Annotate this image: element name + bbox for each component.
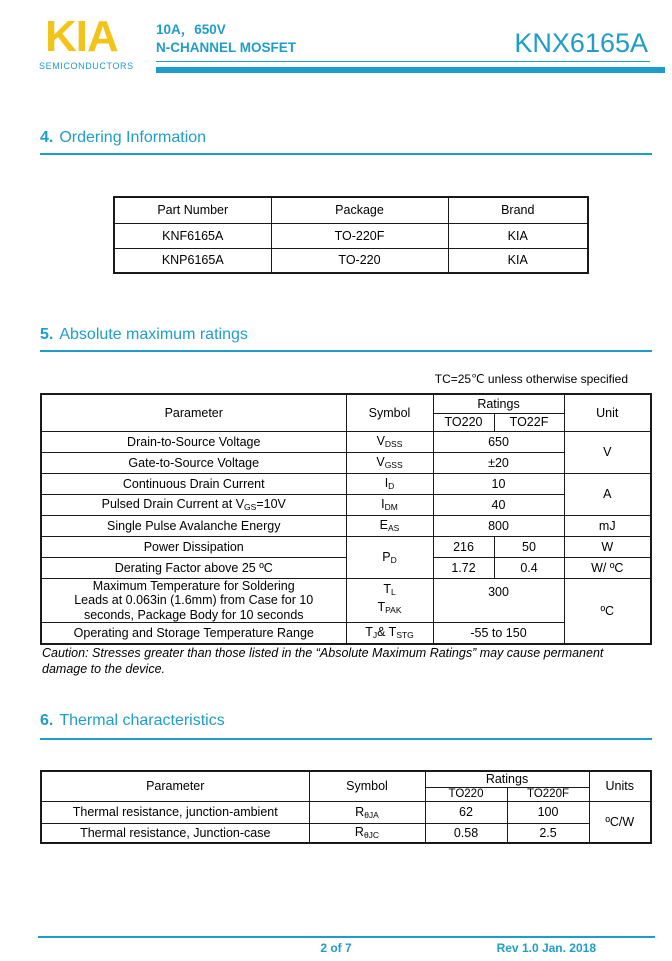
symbol-cell xyxy=(346,494,433,515)
param-cell: Thermal resistance, Junction-case xyxy=(41,823,309,843)
param-cell: Single Pulse Avalanche Energy xyxy=(41,515,346,536)
caution-line: Caution: Stresses greater than those listed in the “Absolute Maximum Ratings” may cause permanent xyxy=(42,646,604,660)
table-row-pd xyxy=(41,536,651,557)
symbol-main: V xyxy=(376,434,385,448)
header-cell-ratings: Ratings xyxy=(425,771,589,787)
test-condition-note: TC=25℃ unless otherwise specified xyxy=(434,372,628,386)
symbol-subscript: PAK xyxy=(385,605,402,616)
package-cell: TO-220F xyxy=(271,223,448,248)
ordering-header-row xyxy=(114,197,588,223)
section-4-title xyxy=(40,129,206,147)
rating-cell-to220: 1.72 xyxy=(433,557,494,578)
rating-cell: 300 xyxy=(433,578,564,623)
symbol-subscript: AS xyxy=(388,523,400,533)
header-rule-thick xyxy=(156,67,665,73)
symbol-cell xyxy=(346,578,433,623)
param-cell: Continuous Drain Current xyxy=(41,473,346,494)
table-row-id xyxy=(41,473,651,494)
symbol-cell xyxy=(309,801,425,823)
symbol-main: R xyxy=(354,825,364,840)
symbol-main: P xyxy=(382,549,391,564)
section-6-title xyxy=(40,712,225,730)
param-cell: Gate-to-Source Voltage xyxy=(41,452,346,473)
param-line: Maximum Temperature for Soldering xyxy=(92,578,295,593)
part-number-title: KNX6165A xyxy=(514,28,648,58)
symbol-main: E xyxy=(379,518,388,532)
symbol-main: I xyxy=(381,497,385,511)
header-cell-parameter: Parameter xyxy=(41,771,309,801)
symbol-main: I xyxy=(384,476,389,490)
header-cell-unit: Unit xyxy=(564,394,651,431)
symbol-main: & T xyxy=(377,625,397,640)
package-cell: TO-220 xyxy=(271,248,448,273)
header-cell-units: Units xyxy=(589,771,651,801)
header-cell-to220: TO220 xyxy=(433,413,494,431)
device-summary xyxy=(156,21,296,57)
param-subscript: GS xyxy=(244,502,257,512)
kia-logo: KIA xyxy=(45,12,118,61)
table-row xyxy=(114,223,588,248)
caution-note xyxy=(42,645,650,677)
header-cell-part-number: Part Number xyxy=(114,197,271,223)
symbol-subscript: STG xyxy=(396,630,414,641)
unit-cell: V xyxy=(564,431,651,473)
symbol-line xyxy=(347,600,433,618)
rating-cell: 650 xyxy=(433,431,564,452)
table-row-eas xyxy=(41,515,651,536)
unit-cell: W xyxy=(564,536,651,557)
rating-cell: ±20 xyxy=(433,452,564,473)
table-row-tstg xyxy=(41,623,651,644)
param-text: =10V xyxy=(256,497,286,511)
header-cell-parameter: Parameter xyxy=(41,394,346,431)
symbol-cell xyxy=(309,823,425,843)
symbol-subscript: D xyxy=(390,554,397,565)
symbol-line xyxy=(347,582,433,600)
section-4-number: 4. xyxy=(40,129,54,146)
unit-cell: mJ xyxy=(564,515,651,536)
table-row-vgss xyxy=(41,452,651,473)
rating-cell: 800 xyxy=(433,515,564,536)
thermal-header-row-1 xyxy=(41,771,651,787)
symbol-main: T xyxy=(377,600,386,615)
unit-cell: A xyxy=(564,473,651,515)
absolute-maximum-ratings-table xyxy=(40,393,652,645)
thermal-characteristics-table xyxy=(40,770,652,844)
symbol-cell xyxy=(346,431,433,452)
table-row-idm xyxy=(41,494,651,515)
param-cell xyxy=(41,494,346,515)
symbol-subscript: L xyxy=(390,587,396,598)
param-line: Leads at 0.063in (1.6mm) from Case for 10 xyxy=(74,593,314,607)
revision-label: Rev 1.0 Jan. 2018 xyxy=(496,941,596,955)
rating-cell: 40 xyxy=(433,494,564,515)
rating-cell-to22f: 50 xyxy=(494,536,564,557)
param-cell: Thermal resistance, junction-ambient xyxy=(41,801,309,823)
unit-cell: W/ ºC xyxy=(564,557,651,578)
header-cell-package: Package xyxy=(271,197,448,223)
symbol-cell xyxy=(346,473,433,494)
symbol-subscript: D xyxy=(388,481,395,491)
caution-line: damage to the device. xyxy=(42,662,165,676)
header-cell-symbol: Symbol xyxy=(309,771,425,801)
header-cell-to220: TO220 xyxy=(425,787,507,801)
section-4-rule xyxy=(40,153,652,155)
device-rating-line: 10A，650V xyxy=(156,22,226,37)
rating-cell-to22f: 0.4 xyxy=(494,557,564,578)
rating-cell: -55 to 150 xyxy=(433,623,564,644)
page-indicator: 2 of 7 xyxy=(320,941,352,955)
rating-cell-to220f: 100 xyxy=(507,801,589,823)
units-cell: ºC/W xyxy=(589,801,651,843)
rating-cell-to220: 216 xyxy=(433,536,494,557)
header-cell-brand: Brand xyxy=(448,197,588,223)
section-5-label: Absolute maximum ratings xyxy=(59,326,248,343)
symbol-cell xyxy=(346,515,433,536)
header-cell-symbol: Symbol xyxy=(346,394,433,431)
section-4-label: Ordering Information xyxy=(59,129,207,146)
part-number-cell: KNP6165A xyxy=(114,248,271,273)
param-cell: Drain-to-Source Voltage xyxy=(41,431,346,452)
symbol-subscript: DM xyxy=(384,502,398,512)
param-cell: Derating Factor above 25 ºC xyxy=(41,557,346,578)
param-cell xyxy=(41,578,346,623)
table-row xyxy=(114,248,588,273)
table-row-rthjc xyxy=(41,823,651,843)
rating-cell-to220: 62 xyxy=(425,801,507,823)
section-6-rule xyxy=(40,738,652,740)
logo-subtitle: SEMICONDUCTORS xyxy=(39,61,134,71)
device-type-line: N-CHANNEL MOSFET xyxy=(156,40,296,55)
brand-cell: KIA xyxy=(448,248,588,273)
rating-cell-to220: 0.58 xyxy=(425,823,507,843)
header-rule-thin xyxy=(156,61,650,62)
symbol-main: V xyxy=(376,455,385,469)
symbol-main: R xyxy=(355,804,365,819)
symbol-main: T xyxy=(383,582,391,597)
symbol-cell xyxy=(346,536,433,578)
ordering-table xyxy=(113,196,589,274)
symbol-subscript: θJC xyxy=(363,830,380,841)
symbol-subscript: GSS xyxy=(384,460,403,470)
symbol-subscript: J xyxy=(372,630,378,641)
symbol-subscript: DSS xyxy=(384,439,403,449)
header-cell-to22f: TO22F xyxy=(494,413,564,431)
table-row-vdss xyxy=(41,431,651,452)
symbol-main: T xyxy=(365,625,373,640)
param-line: seconds, Package Body for 10 seconds xyxy=(83,607,304,622)
symbol-cell xyxy=(346,623,433,644)
param-cell: Power Dissipation xyxy=(41,536,346,557)
header-cell-to220f: TO220F xyxy=(507,787,589,801)
section-6-label: Thermal characteristics xyxy=(59,712,225,729)
table-row-tsolder xyxy=(41,578,651,623)
section-5-title xyxy=(40,326,248,344)
param-cell: Operating and Storage Temperature Range xyxy=(41,623,346,644)
part-number-cell: KNF6165A xyxy=(114,223,271,248)
table-row-rthja xyxy=(41,801,651,823)
brand-cell: KIA xyxy=(448,223,588,248)
section-5-rule xyxy=(40,350,652,352)
abs-header-row-1 xyxy=(41,394,651,413)
rating-cell: 10 xyxy=(433,473,564,494)
symbol-cell xyxy=(346,452,433,473)
section-6-number: 6. xyxy=(40,712,54,729)
param-text: Pulsed Drain Current at V xyxy=(101,497,245,511)
section-5-number: 5. xyxy=(40,326,54,343)
header-cell-ratings: Ratings xyxy=(433,394,564,413)
symbol-subscript: θJA xyxy=(364,809,379,820)
unit-cell: ºC xyxy=(564,578,651,644)
rating-cell-to220f: 2.5 xyxy=(507,823,589,843)
footer-rule xyxy=(38,936,655,938)
